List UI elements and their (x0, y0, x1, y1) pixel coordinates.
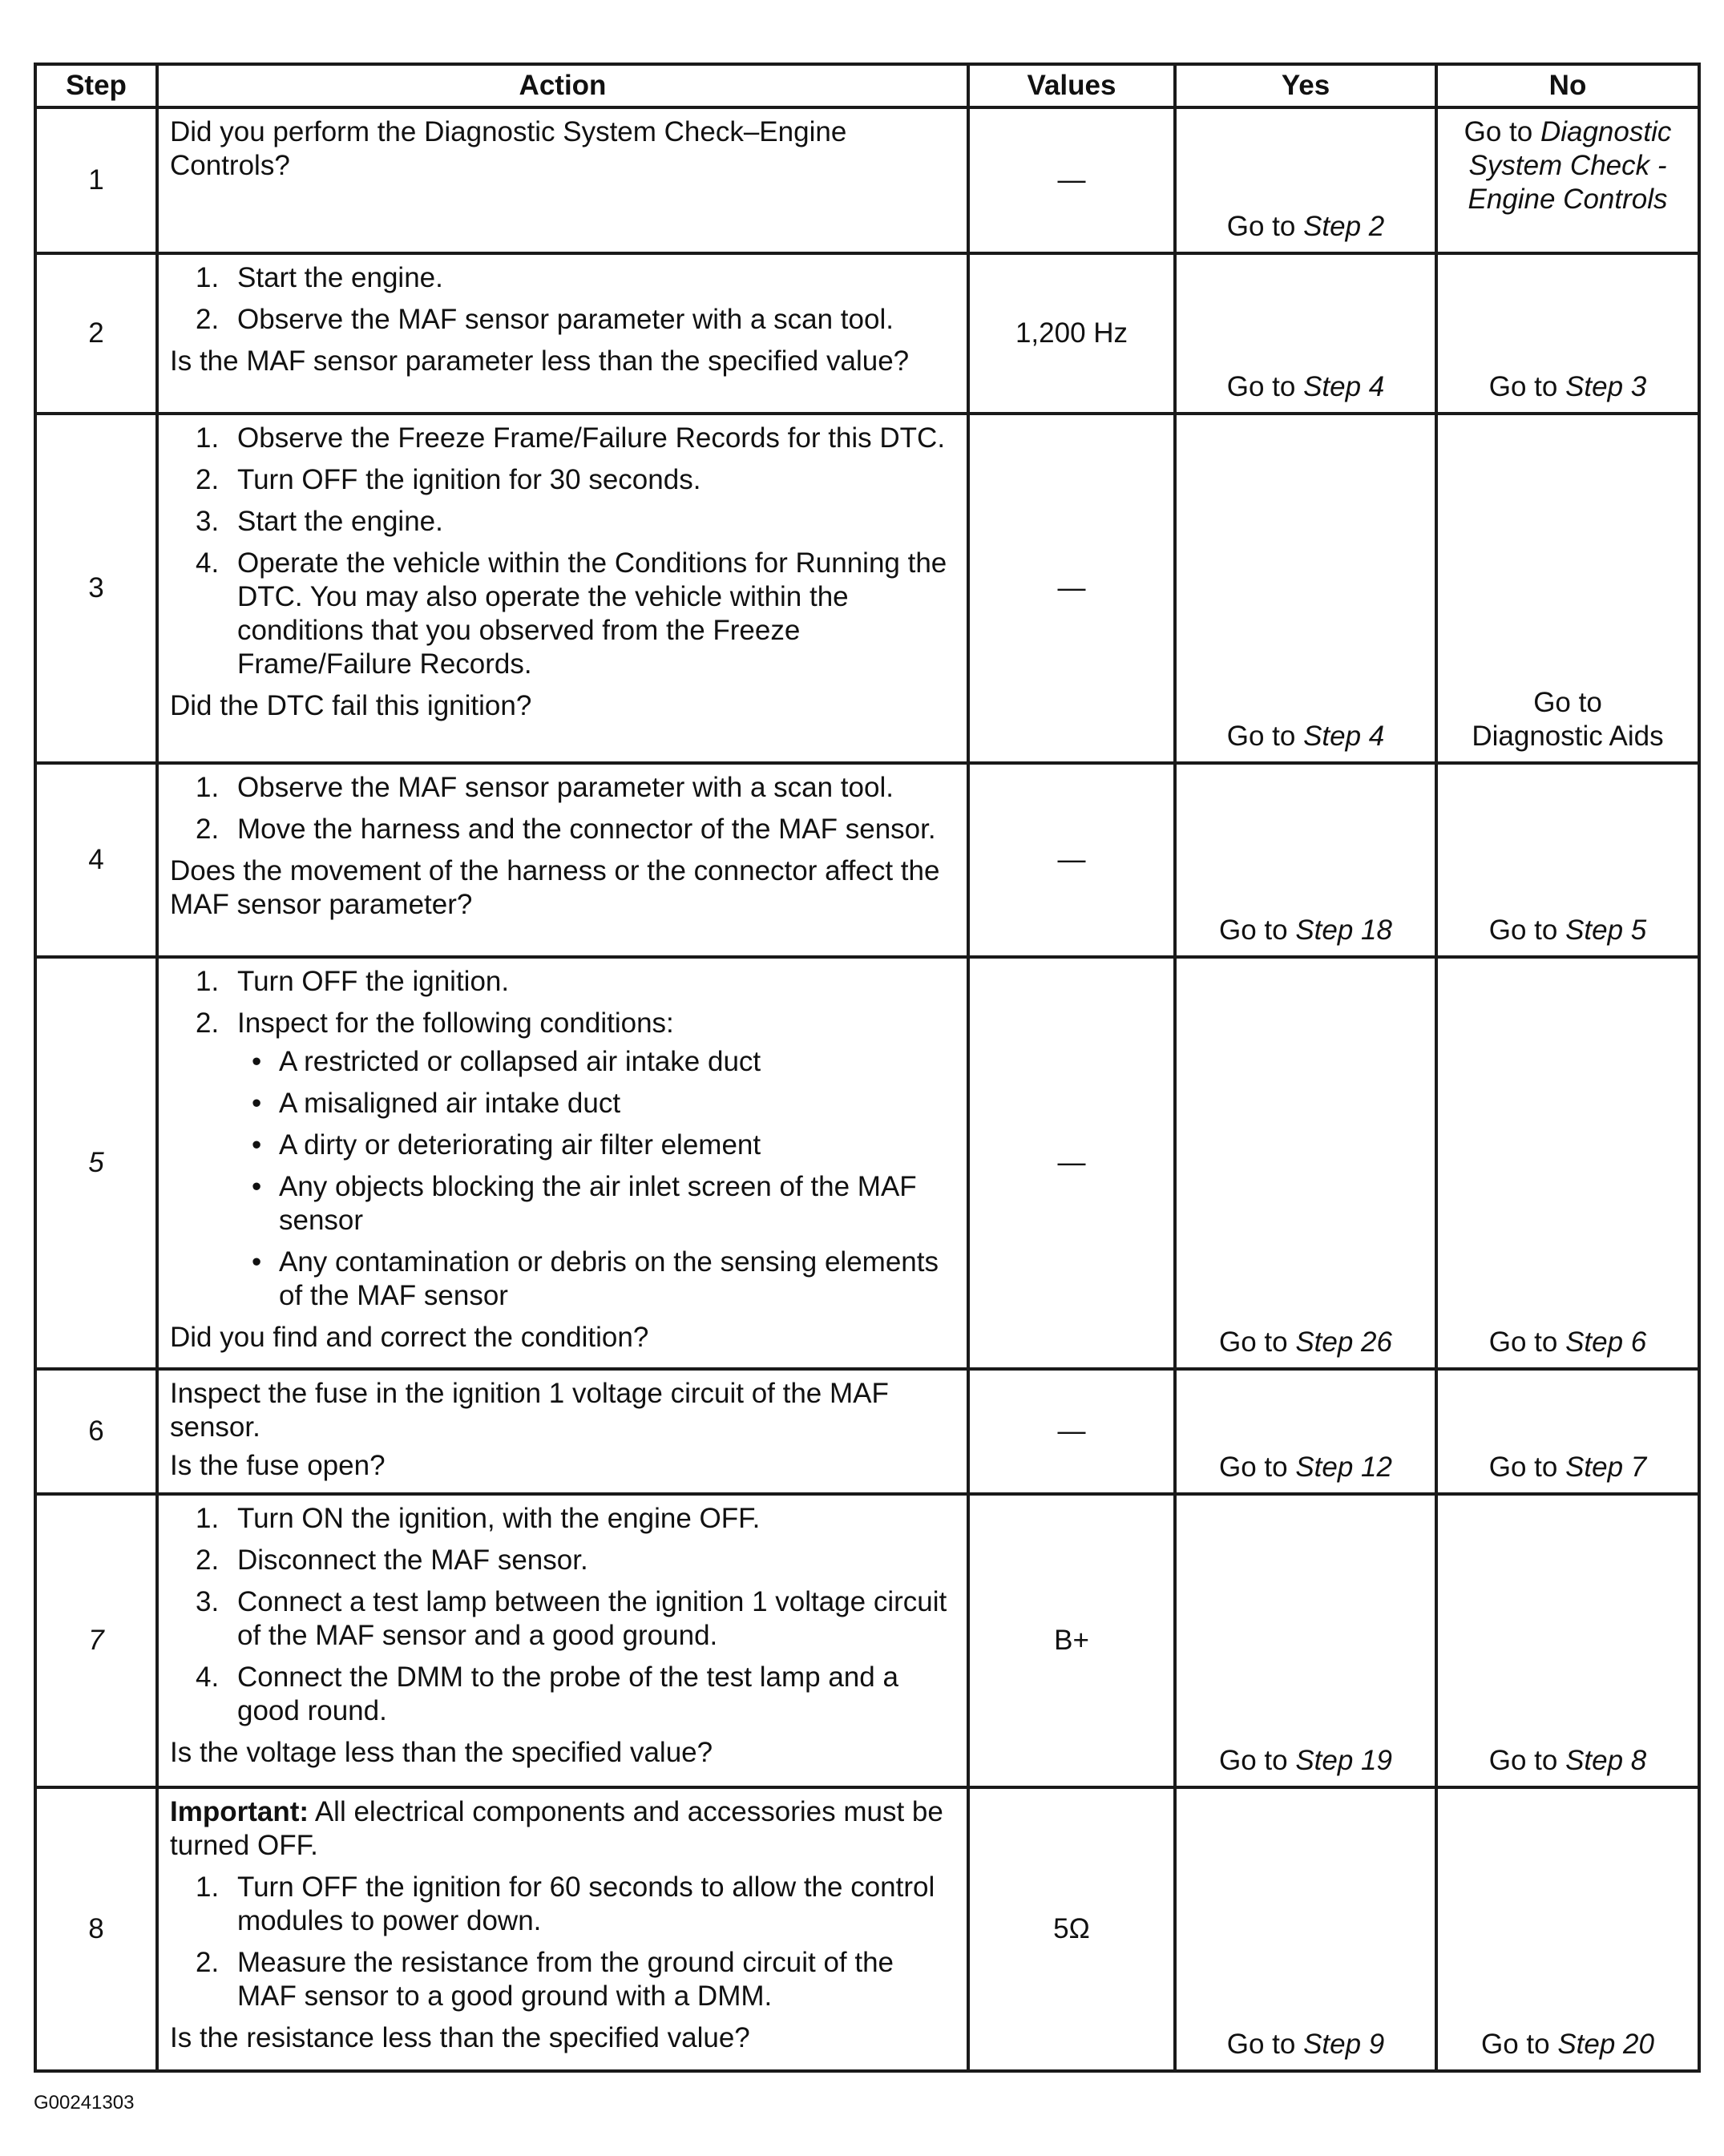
table-row (35, 1369, 1699, 1494)
list-text: Disconnect the MAF sensor. (237, 1544, 588, 1576)
value-cell: — (968, 1369, 1175, 1494)
no-target: Step 6 (1565, 1326, 1647, 1358)
list-number: 2. (196, 464, 220, 495)
list-number: 2. (196, 1007, 220, 1039)
yes-cell (1175, 957, 1436, 1369)
yes-cell (1175, 107, 1436, 253)
important-note (170, 1795, 955, 1863)
no-target: Diagnostic Aids (1472, 721, 1664, 752)
table-row (35, 763, 1699, 957)
yes-target: Step 9 (1303, 2029, 1385, 2060)
yes-prefix: Go to (1219, 1326, 1296, 1358)
step-number: 1 (35, 107, 157, 253)
action-cell (157, 253, 968, 414)
bullet-icon: • (252, 1088, 262, 1119)
yes-target: Step 19 (1295, 1745, 1392, 1776)
no-cell (1436, 414, 1699, 763)
yes-target: Step 2 (1303, 211, 1385, 242)
list-item (170, 1585, 955, 1653)
action-cell (157, 107, 968, 253)
list-text: A misaligned air intake duct (279, 1088, 621, 1119)
list-item (170, 1544, 955, 1577)
list-text: Observe the MAF sensor parameter with a scan tool. (237, 304, 894, 335)
no-cell (1436, 1787, 1699, 2071)
action-steps (170, 422, 955, 681)
no-prefix: Go to (1488, 371, 1566, 402)
list-number: 1. (196, 262, 220, 293)
bullet-icon: • (252, 1046, 262, 1077)
list-number: 2. (196, 1947, 220, 1978)
action-steps (170, 771, 955, 846)
yes-cell (1175, 1494, 1436, 1787)
list-item (170, 771, 955, 805)
list-text: Measure the resistance from the ground circuit of the MAF sensor to a good ground with a DMM. (237, 1947, 894, 2012)
list-text: Turn OFF the ignition for 60 seconds to allow the control modules to power down. (237, 1871, 935, 1936)
list-item (237, 1087, 955, 1120)
header-values: Values (968, 64, 1175, 107)
action-intro: Inspect the fuse in the ignition 1 voltage circuit of the MAF sensor. (170, 1378, 889, 1443)
list-item (237, 1246, 955, 1313)
action-question: Is the MAF sensor parameter less than the specified value? (170, 345, 910, 377)
list-number: 1. (196, 966, 220, 997)
no-target: Step 5 (1565, 914, 1647, 946)
table-row (35, 1787, 1699, 2071)
yes-target: Step 12 (1295, 1451, 1392, 1483)
action-cell (157, 414, 968, 763)
list-number: 2. (196, 814, 220, 845)
action-steps (170, 965, 955, 1313)
list-number: 2. (196, 1544, 220, 1576)
header-action: Action (157, 64, 968, 107)
no-prefix: Go to (1488, 1326, 1566, 1358)
yes-prefix: Go to (1226, 721, 1304, 752)
action-question: Does the movement of the harness or the connector affect the MAF sensor parameter? (170, 855, 940, 920)
list-item (170, 1946, 955, 2013)
no-prefix: Go to (1488, 1745, 1566, 1776)
value-cell: B+ (968, 1494, 1175, 1787)
list-item (170, 261, 955, 295)
value-cell: — (968, 957, 1175, 1369)
list-text: Connect a test lamp between the ignition 1 voltage circuit of the MAF sensor and a good ground. (237, 1586, 947, 1651)
list-text: Move the harness and the connector of the MAF sensor. (237, 814, 936, 845)
list-text: Observe the Freeze Frame/Failure Records for this DTC. (237, 422, 946, 454)
no-prefix: Go to (1488, 1451, 1566, 1483)
action-cell (157, 1787, 968, 2071)
important-text: All electrical components and accessories must be turned OFF. (170, 1796, 943, 1861)
list-item (170, 422, 955, 455)
step-number: 2 (35, 253, 157, 414)
action-cell (157, 1369, 968, 1494)
yes-cell (1175, 414, 1436, 763)
list-text: Observe the MAF sensor parameter with a scan tool. (237, 772, 894, 803)
header-yes: Yes (1175, 64, 1436, 107)
list-text: A restricted or collapsed air intake duct (279, 1046, 761, 1077)
list-item (237, 1170, 955, 1237)
no-prefix: Go to (1464, 116, 1540, 147)
yes-target: Step 4 (1303, 371, 1385, 402)
yes-cell (1175, 1369, 1436, 1494)
header-step: Step (35, 64, 157, 107)
list-item (237, 1045, 955, 1079)
action-question: Is the resistance less than the specified value? (170, 2022, 750, 2053)
yes-target: Step 4 (1303, 721, 1385, 752)
no-target: Step 20 (1557, 2029, 1654, 2060)
list-number: 2. (196, 304, 220, 335)
action-intro: Did you perform the Diagnostic System Check–Engine Controls? (170, 116, 847, 181)
bullet-icon: • (252, 1171, 262, 1202)
list-item (170, 965, 955, 999)
table-row (35, 414, 1699, 763)
no-target: Diagnostic System Check - Engine Controls (1468, 116, 1672, 215)
list-text: Start the engine. (237, 506, 443, 537)
action-question: Is the voltage less than the specified value? (170, 1737, 713, 1768)
list-number: 3. (196, 1586, 220, 1617)
list-item (170, 303, 955, 337)
list-text: Turn OFF the ignition. (237, 966, 510, 997)
no-cell (1436, 763, 1699, 957)
yes-cell (1175, 763, 1436, 957)
no-cell (1436, 1369, 1699, 1494)
action-question: Did the DTC fail this ignition? (170, 690, 532, 721)
value-cell: — (968, 763, 1175, 957)
list-text: Turn OFF the ignition for 30 seconds. (237, 464, 701, 495)
step-number: 4 (35, 763, 157, 957)
header-no: No (1436, 64, 1699, 107)
list-number: 1. (196, 422, 220, 454)
yes-prefix: Go to (1226, 211, 1304, 242)
no-cell (1436, 957, 1699, 1369)
value-cell: 5Ω (968, 1787, 1175, 2071)
value-cell: — (968, 107, 1175, 253)
yes-prefix: Go to (1226, 2029, 1304, 2060)
list-text: Operate the vehicle within the Conditions for Running the DTC. You may also operate the vehicle within the conditions that you observed from the Freeze Frame/Failure Records. (237, 547, 947, 680)
diagnostic-table (34, 63, 1701, 2073)
step-number: 6 (35, 1369, 157, 1494)
list-item (170, 1871, 955, 1938)
header-row (35, 64, 1699, 107)
list-item (170, 463, 955, 497)
list-number: 3. (196, 506, 220, 537)
step-number: 5 (35, 957, 157, 1369)
step-number: 7 (35, 1494, 157, 1787)
important-label: Important: (170, 1796, 309, 1827)
table-row (35, 253, 1699, 414)
figure-id: G00241303 (34, 2092, 135, 2114)
list-item (170, 813, 955, 846)
no-cell (1436, 253, 1699, 414)
no-prefix: Go to (1533, 687, 1602, 718)
list-number: 1. (196, 1871, 220, 1903)
yes-target: Step 26 (1295, 1326, 1392, 1358)
table-row (35, 957, 1699, 1369)
list-text: Turn ON the ignition, with the engine OFF. (237, 1503, 761, 1534)
yes-prefix: Go to (1226, 371, 1304, 402)
yes-prefix: Go to (1219, 1451, 1296, 1483)
bullet-icon: • (252, 1129, 262, 1161)
action-steps (170, 1502, 955, 1728)
action-cell (157, 1494, 968, 1787)
list-text: Inspect for the following conditions: (237, 1007, 674, 1039)
list-text: Connect the DMM to the probe of the test lamp and a good round. (237, 1661, 898, 1726)
list-number: 1. (196, 772, 220, 803)
action-steps (170, 1871, 955, 2013)
table-row (35, 1494, 1699, 1787)
list-item (170, 1502, 955, 1536)
action-cell (157, 763, 968, 957)
action-cell (157, 957, 968, 1369)
list-text: Any objects blocking the air inlet screen of the MAF sensor (279, 1171, 917, 1236)
bullet-icon: • (252, 1246, 262, 1278)
no-target: Step 3 (1565, 371, 1647, 402)
list-item (170, 1661, 955, 1728)
table-row (35, 107, 1699, 253)
step-number: 3 (35, 414, 157, 763)
no-target: Step 8 (1565, 1745, 1647, 1776)
list-item (237, 1128, 955, 1162)
list-text: A dirty or deteriorating air filter element (279, 1129, 761, 1161)
no-cell (1436, 1494, 1699, 1787)
action-question: Is the fuse open? (170, 1450, 386, 1481)
value-cell: — (968, 414, 1175, 763)
list-text: Any contamination or debris on the sensing elements of the MAF sensor (279, 1246, 939, 1311)
yes-prefix: Go to (1219, 914, 1296, 946)
list-number: 1. (196, 1503, 220, 1534)
yes-target: Step 18 (1295, 914, 1392, 946)
no-target: Step 7 (1565, 1451, 1647, 1483)
step-number: 8 (35, 1787, 157, 2071)
value-cell: 1,200 Hz (968, 253, 1175, 414)
list-item (170, 547, 955, 681)
yes-cell (1175, 253, 1436, 414)
action-steps (170, 261, 955, 337)
action-question: Did you find and correct the condition? (170, 1322, 649, 1353)
yes-cell (1175, 1787, 1436, 2071)
no-cell (1436, 107, 1699, 253)
list-number: 4. (196, 1661, 220, 1693)
no-prefix: Go to (1488, 914, 1566, 946)
list-text: Start the engine. (237, 262, 443, 293)
list-item (170, 505, 955, 539)
list-item (170, 1007, 955, 1313)
no-prefix: Go to (1481, 2029, 1558, 2060)
condition-list (237, 1045, 955, 1313)
list-number: 4. (196, 547, 220, 579)
yes-prefix: Go to (1219, 1745, 1296, 1776)
